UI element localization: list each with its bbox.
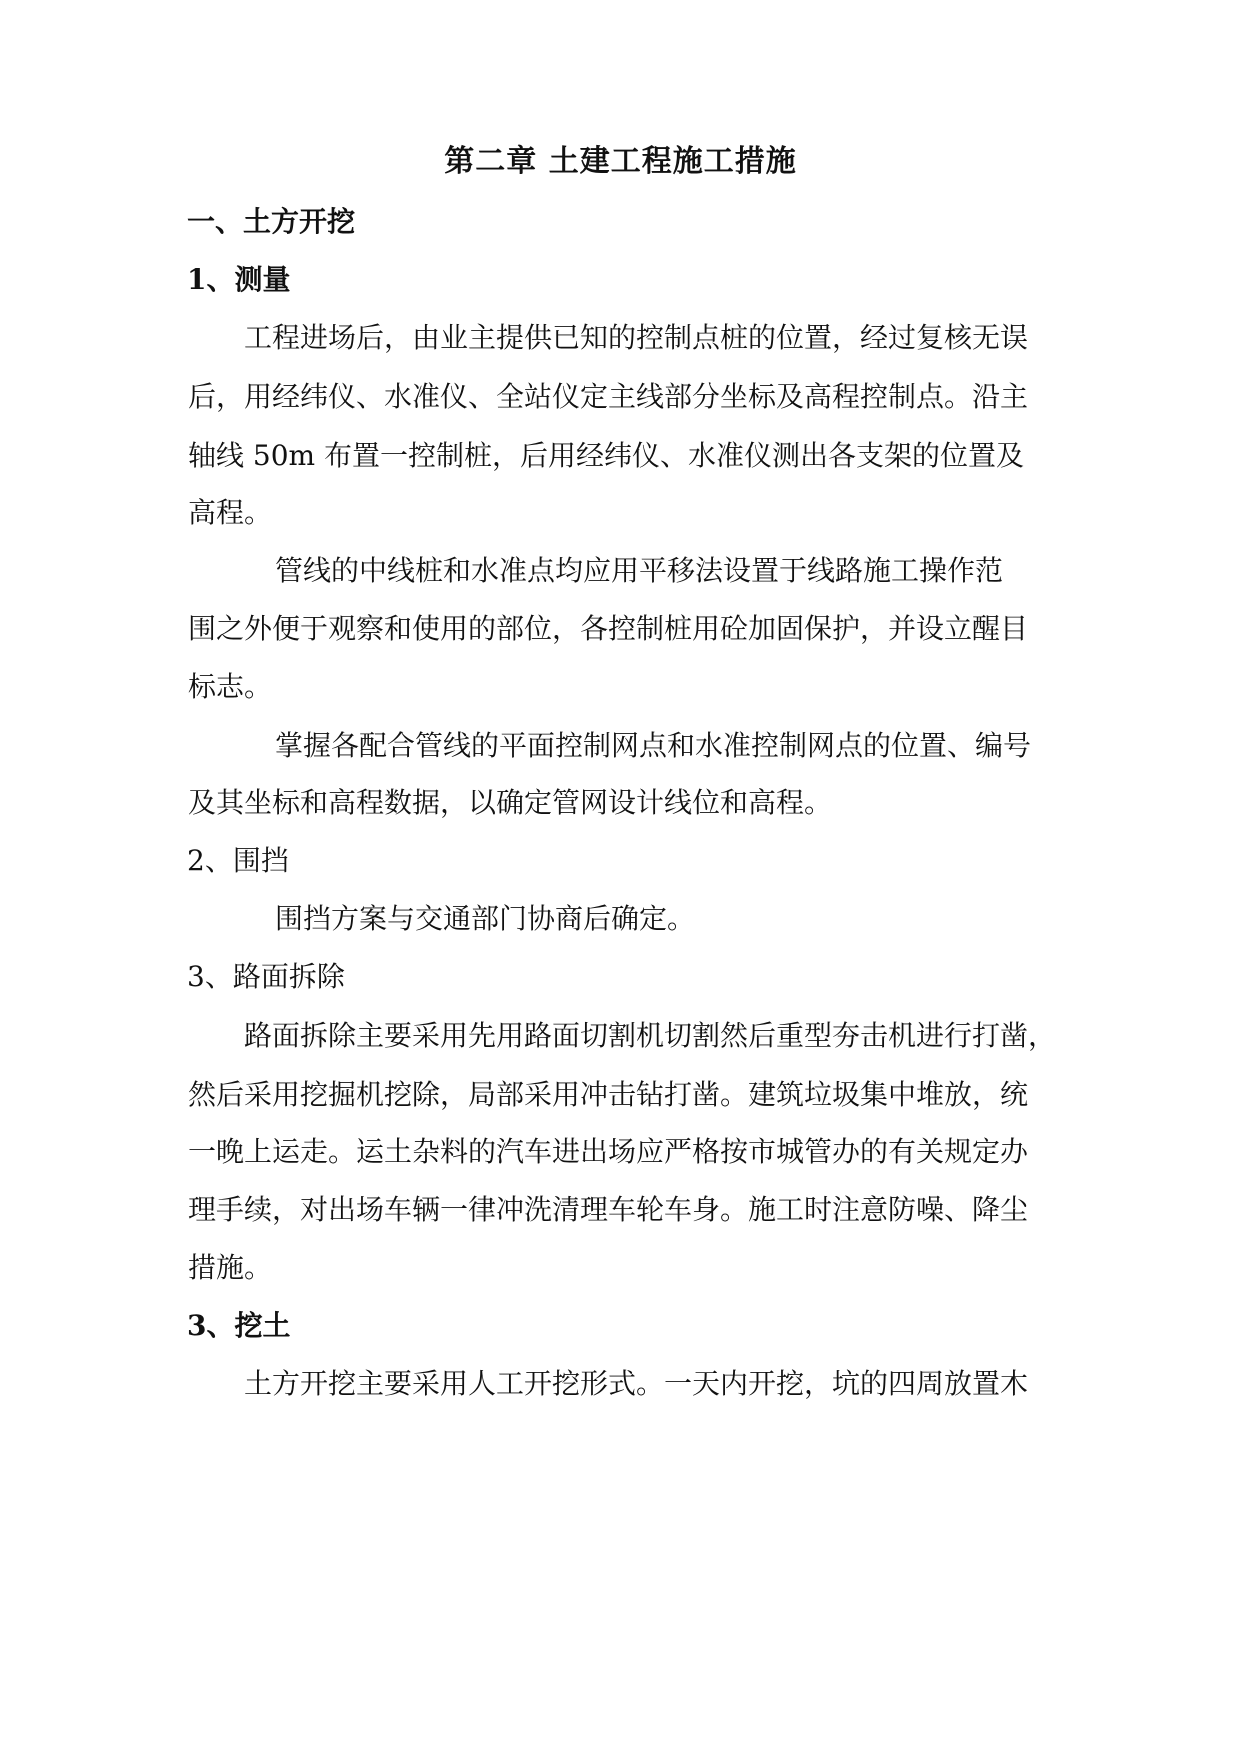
text-line: 后，用经纬仪、水准仪、全站仪定主线部分坐标及高程控制点。沿主 [188, 380, 1029, 413]
text-line: 措施。 [188, 1251, 273, 1284]
text-line: 管线的中线桩和水准点均应用平移法设置于线路施工操作范 [275, 554, 1004, 587]
text-line: 标志。 [188, 670, 273, 703]
text-line: 路面拆除主要采用先用路面切割机切割然后重型夯击机进行打凿， [244, 1019, 1057, 1052]
subsection-heading-hoarding: 2、围挡 [187, 844, 289, 877]
text-line: 一晚上运走。运土杂料的汽车进出场应严格按市城管办的有关规定办 [188, 1135, 1029, 1168]
text-line: 掌握各配合管线的平面控制网点和水准控制网点的位置、编号 [275, 729, 1032, 762]
subsection-heading-pavement-removal: 3、路面拆除 [187, 960, 345, 993]
text-line: 围之外便于观察和使用的部位，各控制桩用砼加固保护，并设立醒目 [188, 612, 1029, 645]
chapter-title: 第二章 土建工程施工措施 [444, 144, 797, 179]
text-line: 高程。 [188, 496, 273, 529]
subsection-heading-survey: 1、测量 [187, 263, 291, 296]
paragraph-hoarding: 围挡方案与交通部门协商后确定。 [275, 902, 696, 935]
section-heading-earthwork: 一、土方开挖 [187, 205, 356, 238]
text-line: 及其坐标和高程数据，以确定管网设计线位和高程。 [188, 786, 833, 819]
subsection-heading-excavation: 3、挖土 [187, 1309, 291, 1342]
text-line: 理手续，对出场车辆一律冲洗清理车轮车身。施工时注意防噪、降尘 [188, 1193, 1029, 1226]
text-line: 轴线 50m 布置一控制桩，后用经纬仪、水准仪测出各支架的位置及 [188, 439, 1024, 472]
text-line: 然后采用挖掘机挖除，局部采用冲击钻打凿。建筑垃圾集中堆放，统 [188, 1078, 1029, 1111]
text-line: 土方开挖主要采用人工开挖形式。一天内开挖，坑的四周放置木 [244, 1367, 1029, 1400]
text-line: 工程进场后，由业主提供已知的控制点桩的位置，经过复核无误 [244, 321, 1029, 354]
